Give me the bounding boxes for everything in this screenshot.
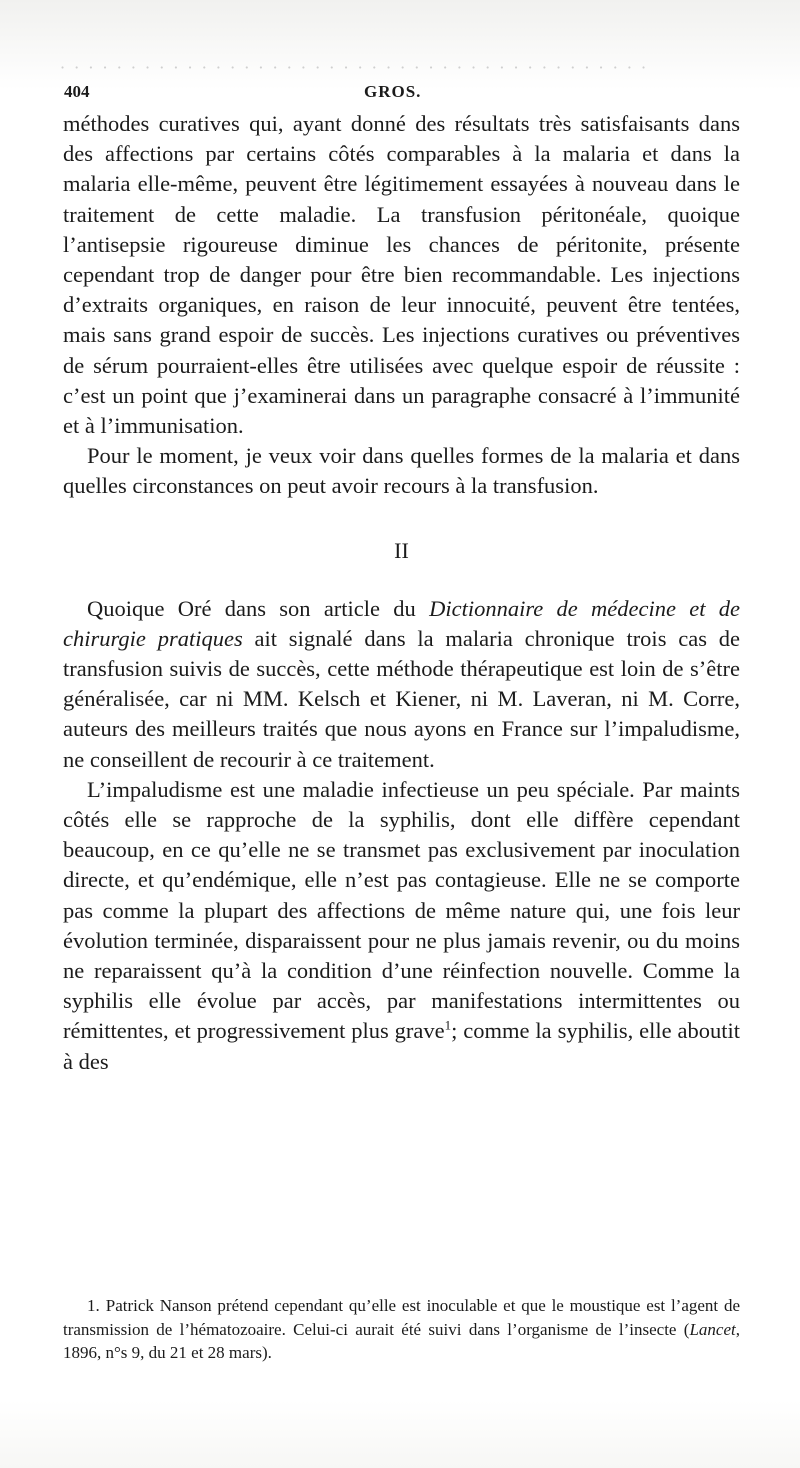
paragraph-ore-article [63, 594, 740, 775]
running-head [64, 82, 744, 106]
paragraph-impaludisme-text-end: ; comme la syphilis, elle aboutit à des [63, 1018, 740, 1074]
dictionary-title: Dictionnaire de médecine et de chirurgie pratiques [63, 595, 741, 651]
footnote-text-end: , 1896, n°s 9, du 21 et 28 mars). [63, 1319, 740, 1362]
footnote-journal-title: Lancet [689, 1319, 736, 1339]
body-text [63, 109, 740, 1077]
paragraph-ore-text-end: ait signalé dans la malaria chronique trois cas de transfusion suivis de succès, cette méthode thérapeutique est loin de s’être généralisée, car ni MM. Kelsch et Kiener, ni M. Laveran, ni M. Corre, auteurs des meilleurs traités que nous ayons en France sur l’impaludisme, ne conseillent de recourir à ce traitement. [63, 625, 741, 772]
paragraph-continuation: méthodes curatives qui, ayant donné des résultats très satisfaisants dans des affections par certains côtés comparables à la malaria et dans la malaria elle-même, peuvent être légitimement essayées à nouveau dans le traitement de cette maladie. La transfusion péritonéale, quoique l’antisepsie rigoureuse diminue les chances de péritonite, présente cependant trop de danger pour être bien recommandable. Les injections d’extraits organiques, en raison de leur innocuité, peuvent être tentées, mais sans grand espoir de succès. Les injections curatives ou préventives de sérum pourraient-elles être utilisées avec quelque espoir de réussite : c’est un point que j’examinerai dans un paragraphe consacré à l’immunité et à l’immunisation. [63, 111, 740, 439]
paragraph-ore-text-start: Quoique Oré dans son article du [87, 595, 430, 621]
footnote [63, 1294, 740, 1365]
footnote-number: 1. [87, 1296, 100, 1315]
paragraph-impaludisme [63, 775, 740, 1077]
paragraph-impaludisme-text: L’impaludisme est une maladie infectieuse un peu spéciale. Par maints côtés elle se rapproche de la syphilis, dont elle diffère cependant beaucoup, en ce qu’elle ne se transmet pas exclusivement par inoculation directe, et qu’endémique, elle n’est pas contagieuse. Elle ne se comporte pas comme la plupart des affections de même nature qui, une fois leur évolution terminée, disparaissent pour ne plus jamais revenir, ou du moins ne reparaissent qu’à la condition d’une réinfection nouvelle. Comme la syphilis elle évolue par accès, par manifestations intermittentes ou rémittentes, et progressivement plus grave [63, 776, 740, 1044]
show-through-from-facing-page: · · · · · · · · · · · · · · · · · · · · · · · · · · · · · · · · · · · · · · · · · · [60, 58, 649, 77]
paragraph-transfusion-intro: Pour le moment, je veux voir dans quelles formes de la malaria et dans quelles circonstances on peut avoir recours à la transfusion. [63, 443, 740, 499]
running-title: GROS. [364, 82, 422, 101]
page-number: 404 [64, 82, 90, 101]
section-heading: II [394, 537, 409, 563]
footnote-text-start: Patrick Nanson prétend cependant qu’elle est inoculable et que le moustique est l’agent de transmission de l’hématozoaire. Celui-ci aurait été suivi dans l’organisme de l’insecte ( [63, 1296, 740, 1339]
footnote-marker[interactable]: 1 [444, 1017, 452, 1033]
